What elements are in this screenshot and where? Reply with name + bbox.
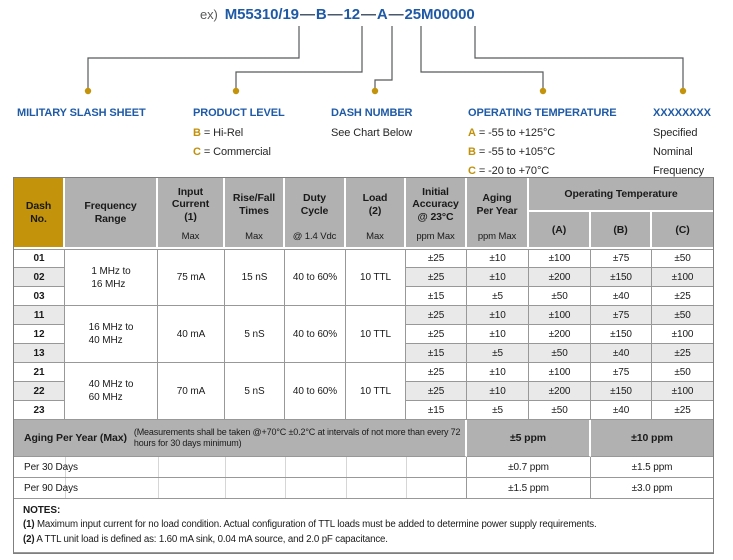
legend-line — [468, 143, 616, 162]
legend-specified-frequency — [653, 106, 711, 181]
connector-dot — [540, 88, 546, 94]
aging-cell: ±10 — [467, 306, 529, 325]
column-header-lines — [346, 178, 404, 247]
legend-code: A — [468, 127, 476, 139]
column-header-line: Per Year — [476, 204, 518, 217]
dash-no-cell: 11 — [14, 306, 65, 325]
rise-fall-cell: 5 nS — [225, 363, 285, 420]
frequency-range-line: 40 MHz — [88, 335, 123, 346]
part-number-segment: 25M00000 — [404, 6, 475, 23]
column-header-lines — [14, 178, 63, 247]
legend-line-text: See Chart Below — [331, 127, 413, 139]
temp-b-cell: ±40 — [591, 344, 652, 363]
duty-cycle-cell: 40 to 60% — [285, 249, 346, 306]
frequency-range-line: 40 MHz to — [88, 379, 134, 390]
op-temp-subheader-a: (A) — [529, 212, 591, 249]
table-body — [14, 249, 713, 420]
part-number-separator: — — [327, 6, 343, 23]
column-header-lines — [406, 178, 465, 247]
aging-cell: ±5 — [467, 287, 529, 306]
legend-title: DASH NUMBER — [331, 107, 413, 119]
legend-line-text: Specified — [653, 127, 698, 139]
per-90-days-group2-value: ±3.0 ppm — [591, 478, 713, 499]
legend-line — [193, 124, 285, 143]
temp-a-cell: ±200 — [529, 325, 591, 344]
temp-a-cell: ±100 — [529, 306, 591, 325]
column-header-bold-lines — [285, 178, 344, 231]
initial-accuracy-cell: ±25 — [406, 249, 467, 268]
column-header-bold-lines — [346, 178, 404, 231]
legend-line-text: Nominal — [653, 146, 693, 158]
column-header-line: Current — [171, 198, 210, 211]
column-header-sub-line: ppm Max — [477, 231, 517, 242]
legend-code: C — [193, 146, 201, 158]
input-current-cell: 75 mA — [158, 249, 225, 306]
temp-a-cell: ±50 — [529, 344, 591, 363]
column-header-line: (1) — [184, 210, 197, 223]
part-number-segment: 12 — [343, 6, 360, 23]
column-header-line: Initial — [422, 185, 449, 198]
frequency-range-line: 16 MHz — [91, 278, 126, 290]
legend-line — [653, 124, 711, 143]
note-number: (2) — [23, 533, 35, 545]
aging-cell: ±10 — [467, 249, 529, 268]
aging-cell: ±10 — [467, 268, 529, 287]
temp-a-cell: ±200 — [529, 268, 591, 287]
dash-no-cell: 01 — [14, 249, 65, 268]
temp-c-cell: ±50 — [652, 249, 713, 268]
column-header-aging-per-year — [467, 178, 529, 249]
column-header-line: Times — [239, 204, 269, 217]
column-header-rise-fall-times — [225, 178, 285, 249]
note-number: (1) — [23, 519, 35, 530]
frequency-range-cell — [65, 363, 158, 420]
legend-operating-temperature — [468, 106, 616, 181]
input-current-cell: 40 mA — [158, 306, 225, 363]
per-90-days-row — [14, 478, 713, 499]
temp-b-cell: ±75 — [591, 306, 652, 325]
temp-a-cell: ±50 — [529, 401, 591, 420]
initial-accuracy-cell: ±25 — [406, 325, 467, 344]
initial-accuracy-cell: ±25 — [406, 363, 467, 382]
connector-line — [475, 26, 683, 89]
column-header-line: Load — [362, 192, 388, 204]
aging-cell: ±10 — [467, 325, 529, 344]
column-header-bold-lines — [467, 178, 527, 231]
temp-b-cell: ±75 — [591, 249, 652, 268]
frequency-range-line: 1 MHz to — [91, 265, 131, 277]
aging-cell: ±5 — [467, 344, 529, 363]
column-header-initial-accuracy — [406, 178, 467, 249]
frequency-range-lines — [89, 378, 134, 404]
load-cell: 10 TTL — [346, 306, 406, 363]
part-number-separator: — — [388, 6, 404, 23]
legend-line-text: Frequency — [653, 165, 705, 177]
part-number-segment: B — [315, 6, 327, 23]
frequency-range-cell — [65, 306, 158, 363]
column-header-line: Frequency — [84, 200, 137, 212]
column-header-line: Dash — [25, 200, 52, 212]
column-header-sub-line: Max — [366, 231, 384, 242]
table-row — [14, 249, 713, 268]
column-header-line: @ 23°C — [417, 210, 454, 223]
temp-b-cell: ±40 — [591, 401, 652, 420]
per-30-days-group1-value: ±0.7 ppm — [467, 457, 591, 478]
column-header-lines — [225, 178, 283, 247]
connector-dot — [85, 88, 91, 94]
column-header-operating-temperature: Operating Temperature — [529, 178, 713, 212]
note-text: Maximum input current for no load condition. Actual configuration of TTL loads must be added to determine power supply requirements. — [36, 519, 597, 530]
temp-a-cell: ±200 — [529, 382, 591, 401]
connector-line — [88, 26, 299, 89]
legend-line-text: = Hi-Rel — [203, 127, 244, 139]
temp-a-cell: ±50 — [529, 287, 591, 306]
table-footer — [14, 420, 713, 553]
part-number-segment: M55310/19 — [224, 6, 299, 23]
header-row-1 — [14, 178, 713, 212]
part-number-connector-diagram — [0, 0, 733, 100]
dash-no-cell: 12 — [14, 325, 65, 344]
column-header-lines — [285, 178, 344, 247]
column-header-frequency-range — [65, 178, 158, 249]
column-header-line: Cycle — [300, 204, 329, 217]
legend-title: MILITARY SLASH SHEET — [17, 107, 146, 119]
legend-line — [193, 143, 285, 162]
frequency-range-line: 60 MHz — [88, 392, 123, 403]
legend-line — [331, 124, 412, 143]
frequency-range-lines — [91, 265, 130, 291]
legend-dash-number — [331, 106, 412, 143]
column-header-line: Input — [177, 185, 204, 198]
legend-title: XXXXXXXX — [653, 107, 711, 119]
op-temp-subheader-c: (C) — [652, 212, 713, 249]
aging-cell: ±10 — [467, 382, 529, 401]
per-30-days-label: Per 30 Days — [14, 457, 467, 478]
column-header-sub-line: ppm Max — [416, 231, 455, 242]
dash-no-cell: 13 — [14, 344, 65, 363]
legend-code: B — [193, 127, 201, 139]
temp-b-cell: ±150 — [591, 325, 652, 344]
frequency-range-line: 16 MHz to — [88, 322, 134, 333]
per-90-days-label: Per 90 Days — [14, 478, 467, 499]
column-header-bold-lines — [406, 178, 465, 231]
op-temp-subheader-b: (B) — [591, 212, 652, 249]
connector-line — [375, 26, 392, 89]
legend-title: OPERATING TEMPERATURE — [468, 107, 617, 119]
rise-fall-cell: 5 nS — [225, 306, 285, 363]
load-cell: 10 TTL — [346, 363, 406, 420]
load-cell: 10 TTL — [346, 249, 406, 306]
initial-accuracy-cell: ±25 — [406, 268, 467, 287]
frequency-range-cell — [65, 249, 158, 306]
temp-c-cell: ±100 — [652, 268, 713, 287]
aging-max-group1-value: ±5 ppm — [467, 420, 591, 457]
legend-line-text: = Commercial — [203, 146, 271, 158]
initial-accuracy-cell: ±15 — [406, 401, 467, 420]
temp-c-cell: ±50 — [652, 306, 713, 325]
part-number-separator: — — [299, 6, 315, 23]
legend-line-text: = -55 to +125°C — [478, 127, 556, 139]
per-30-days-group2-value: ±1.5 ppm — [591, 457, 713, 478]
connector-dot — [233, 88, 239, 94]
aging-max-label: Aging Per Year (Max) — [24, 432, 127, 444]
column-header-bold-lines — [14, 178, 63, 247]
dash-no-cell: 23 — [14, 401, 65, 420]
column-header-line: Accuracy — [412, 198, 459, 211]
per-30-days-row — [14, 457, 713, 478]
column-header-bold-lines — [225, 178, 283, 231]
temp-b-cell: ±150 — [591, 382, 652, 401]
dash-no-cell: 21 — [14, 363, 65, 382]
column-header-sub-line: Max — [181, 231, 200, 242]
column-header-line: No. — [30, 212, 47, 225]
input-current-cell: 70 mA — [158, 363, 225, 420]
aging-cell: ±5 — [467, 401, 529, 420]
initial-accuracy-cell: ±25 — [406, 382, 467, 401]
temp-c-cell: ±100 — [652, 382, 713, 401]
note-item — [23, 533, 704, 548]
aging-max-label-cell — [14, 420, 467, 457]
frequency-range-lines — [89, 321, 134, 347]
legend-line-text: = -20 to +70°C — [478, 165, 550, 177]
column-header-bold-lines — [158, 178, 223, 231]
notes-row — [14, 499, 713, 553]
column-header-bold-lines — [65, 178, 156, 247]
column-header-duty-cycle — [285, 178, 346, 249]
table-row — [14, 306, 713, 325]
spec-table — [13, 177, 714, 554]
column-header-line: (2) — [368, 204, 382, 217]
column-header-load — [346, 178, 406, 249]
initial-accuracy-cell: ±15 — [406, 344, 467, 363]
per-90-days-group1-value: ±1.5 ppm — [467, 478, 591, 499]
duty-cycle-cell: 40 to 60% — [285, 363, 346, 420]
legend-line-text: = -55 to +105°C — [478, 146, 556, 158]
dash-no-cell: 22 — [14, 382, 65, 401]
column-header-sub-line: Max — [245, 231, 263, 242]
table-header — [14, 178, 713, 249]
dash-no-cell: 03 — [14, 287, 65, 306]
legend-product-level — [193, 106, 285, 162]
initial-accuracy-cell: ±15 — [406, 287, 467, 306]
column-header-line: Range — [94, 212, 127, 225]
legend-line — [653, 143, 711, 162]
legend-title: PRODUCT LEVEL — [193, 107, 285, 119]
temp-c-cell: ±100 — [652, 325, 713, 344]
aging-per-year-max-row — [14, 420, 713, 457]
temp-a-cell: ±100 — [529, 249, 591, 268]
column-header-lines — [65, 178, 156, 247]
temp-b-cell: ±40 — [591, 287, 652, 306]
column-header-line: Aging — [482, 192, 512, 204]
temp-b-cell: ±75 — [591, 363, 652, 382]
aging-max-group2-value: ±10 ppm — [591, 420, 713, 457]
aging-cell: ±10 — [467, 363, 529, 382]
legend-code: C — [468, 165, 476, 177]
temp-b-cell: ±150 — [591, 268, 652, 287]
column-header-sub-line: @ 1.4 Vdc — [292, 231, 337, 242]
column-header-lines — [467, 178, 527, 247]
column-header-line: Rise/Fall — [232, 192, 276, 204]
column-header-input-current — [158, 178, 225, 249]
note-text: A TTL unit load is defined as: 1.60 mA sink, 0.04 mA source, and 2.0 pF capacitance. — [36, 533, 388, 545]
temp-c-cell: ±25 — [652, 344, 713, 363]
column-header-line: Duty — [303, 192, 326, 204]
connector-dot — [372, 88, 378, 94]
notes-cell — [14, 499, 713, 553]
part-number-segment: A — [376, 6, 388, 23]
duty-cycle-cell: 40 to 60% — [285, 306, 346, 363]
rise-fall-cell: 15 nS — [225, 249, 285, 306]
legend-line — [468, 124, 616, 143]
part-number-prefix: ex) — [200, 7, 218, 22]
aging-max-note: (Measurements shall be taken @+70°C ±0.2°C at intervals of not more than every 72 hours for 30 days minimum) — [133, 426, 461, 448]
legend-military-slash-sheet — [17, 106, 146, 124]
part-number-separator: — — [360, 6, 376, 23]
dash-no-cell: 02 — [14, 268, 65, 287]
connector-dot — [680, 88, 686, 94]
legend-code: B — [468, 146, 476, 158]
table-row — [14, 363, 713, 382]
temp-c-cell: ±50 — [652, 363, 713, 382]
column-header-lines — [158, 178, 223, 247]
temp-a-cell: ±100 — [529, 363, 591, 382]
temp-c-cell: ±25 — [652, 287, 713, 306]
temp-c-cell: ±25 — [652, 401, 713, 420]
note-item — [23, 518, 704, 533]
initial-accuracy-cell: ±25 — [406, 306, 467, 325]
notes-title: NOTES: — [23, 505, 61, 516]
column-header-dash-no — [14, 178, 65, 249]
